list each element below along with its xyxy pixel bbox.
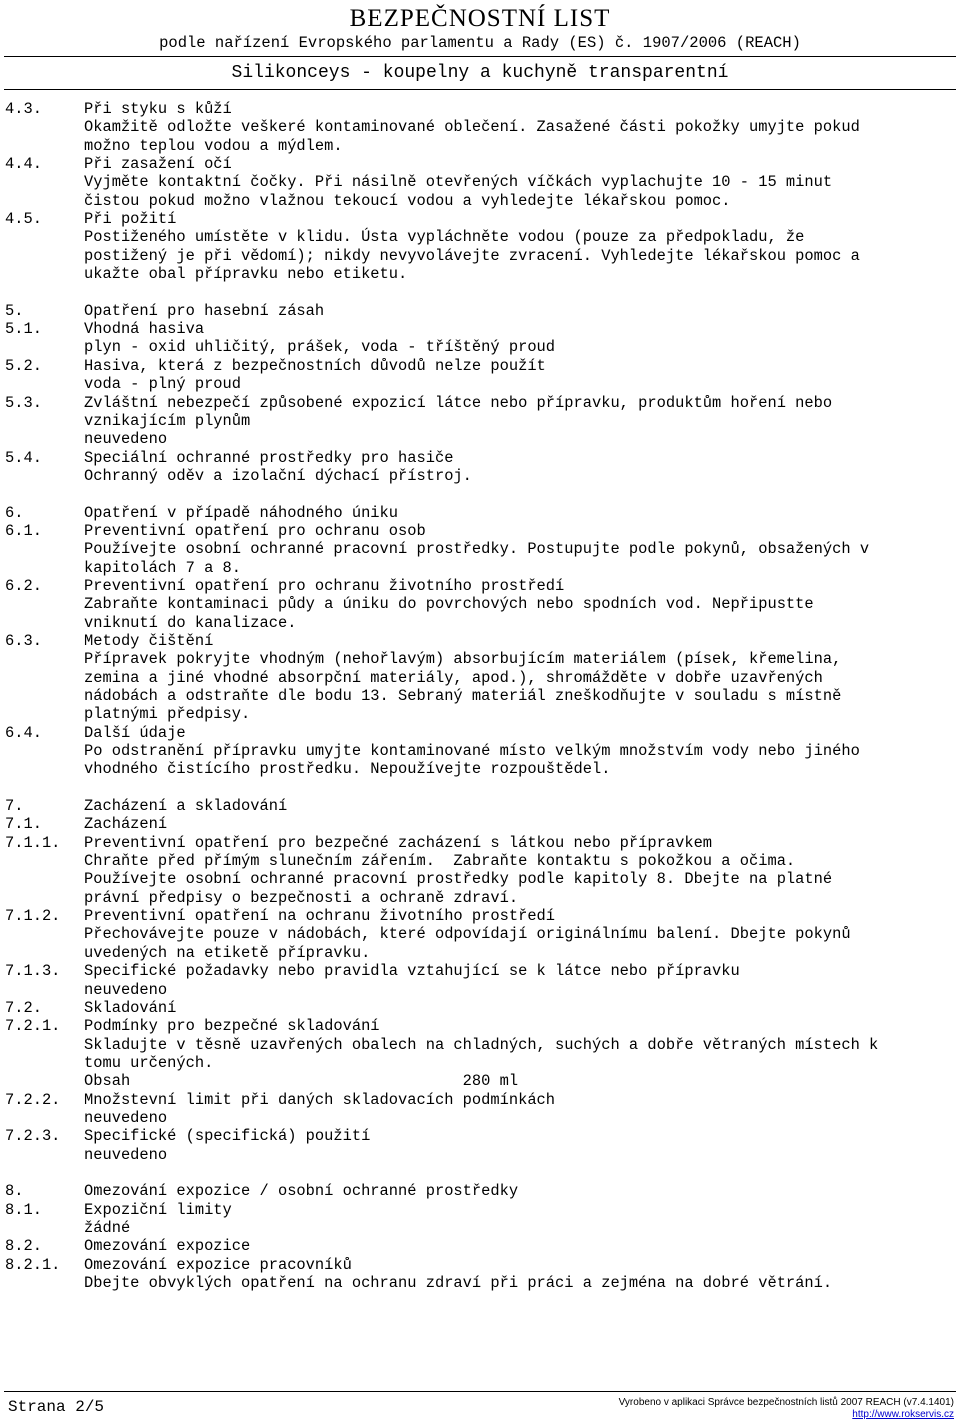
section-title: Při požití: [84, 210, 177, 229]
text-row: [0, 265, 960, 283]
section-text: Používejte osobní ochranné pracovní prostředky podle kapitoly 8. Dbejte na platné: [84, 870, 833, 889]
text-row: [0, 1164, 960, 1182]
section-number: 7.: [5, 797, 24, 816]
section-number: 7.2.1.: [5, 1017, 61, 1036]
section-heading-row: [0, 907, 960, 925]
section-text: Postiženého umístěte v klidu. Ústa vypláchněte vodou (pouze za předpokladu, že: [84, 228, 805, 247]
section-title: Omezování expozice: [84, 1237, 251, 1256]
text-row: [0, 540, 960, 558]
text-row: [0, 669, 960, 687]
section-title: Preventivní opatření pro bezpečné zacházení s látkou nebo přípravkem: [84, 833, 713, 852]
section-title: Zacházení a skladování: [84, 797, 288, 816]
text-row: [0, 1054, 960, 1072]
text-row: [0, 1109, 960, 1127]
section-heading-row: [0, 210, 960, 228]
section-title: Při styku s kůží: [84, 100, 232, 118]
section-heading-row: [0, 1017, 960, 1035]
section-text: Skladujte v těsně uzavřených obalech na chladných, suchých a dobře větraných místech k: [84, 1035, 879, 1054]
section-heading-row: [0, 302, 960, 320]
text-row: [0, 705, 960, 723]
section-text: nádobách a odstraňte dle bodu 13. Sebraný materiál zneškodňujte v souladu s místně: [84, 687, 842, 705]
section-text: plyn - oxid uhličitý, prášek, voda - tříštěný proud: [84, 338, 556, 357]
section-text: [84, 283, 954, 301]
text-row: [0, 1274, 960, 1292]
text-row: [0, 228, 960, 246]
section-number: 5.: [5, 301, 24, 320]
text-row: [0, 614, 960, 632]
section-text: [84, 485, 954, 503]
section-title: Další údaje: [84, 723, 186, 742]
section-title: Opatření v případě náhodného úniku: [84, 503, 399, 522]
section-number: 6.: [5, 503, 24, 522]
product-name: Silikonceys - koupelny a kuchyně transparentní: [231, 63, 729, 83]
generator-text: Vyrobeno v aplikaci Správce bezpečnostních listů 2007 REACH (v7.4.1401): [618, 1397, 954, 1408]
section-text: [84, 1164, 954, 1182]
text-row: [0, 925, 960, 943]
section-text: neuvedeno: [84, 1108, 168, 1127]
section-text: Po odstranění přípravku umyjte kontaminované místo velkým množstvím vody nebo jiného: [84, 742, 860, 761]
section-text: vniknutí do kanalizace.: [84, 613, 297, 632]
section-heading-row: [0, 797, 960, 815]
text-row: [0, 944, 960, 962]
section-title: Expoziční limity: [84, 1200, 232, 1219]
text-row: [0, 430, 960, 448]
text-row: [0, 485, 960, 503]
generator-note: [619, 1397, 954, 1421]
text-row: [0, 283, 960, 301]
section-heading-row: [0, 1256, 960, 1274]
section-text: Ochranný oděv a izolační dýchací přístroj.: [84, 466, 472, 485]
text-row: [0, 889, 960, 907]
section-title: Metody čištění: [84, 631, 214, 650]
section-number: 8.: [5, 1182, 24, 1201]
text-row: [0, 595, 960, 613]
section-heading-row: [0, 724, 960, 742]
section-number: 7.1.1.: [5, 833, 61, 852]
section-title: Vhodná hasiva: [84, 320, 205, 339]
section-text: kapitolách 7 a 8.: [84, 558, 242, 577]
section-text: Obsah 280 ml: [84, 1072, 519, 1091]
section-number: 7.1.3.: [5, 962, 61, 981]
section-heading-row: [0, 962, 960, 980]
section-number: 6.4.: [5, 723, 42, 742]
section-text: Dbejte obvyklých opatření na ochranu zdraví při práci a zejména na dobré větrání.: [84, 1274, 833, 1292]
section-number: 8.1.: [5, 1200, 42, 1219]
section-text: platnými předpisy.: [84, 705, 251, 724]
section-title: Množstevní limit při daných skladovacích podmínkách: [84, 1090, 556, 1109]
section-heading-row: [0, 155, 960, 173]
section-number: 6.2.: [5, 576, 42, 595]
section-heading-row: [0, 999, 960, 1017]
section-number: 7.2.3.: [5, 1127, 61, 1146]
section-number: 6.1.: [5, 521, 42, 540]
section-title: Specifické (specifická) použití: [84, 1127, 371, 1146]
section-title: Omezování expozice pracovníků: [84, 1255, 352, 1274]
section-title: Skladování: [84, 998, 177, 1017]
footer-divider: [4, 1391, 956, 1392]
section-text: Chraňte před přímým slunečním zářením. Zabraňte kontaktu s pokožkou a očima.: [84, 852, 796, 871]
section-number: 8.2.1.: [5, 1255, 61, 1274]
section-heading-row: [0, 1237, 960, 1255]
text-row: [0, 118, 960, 136]
section-text: žádné: [84, 1218, 131, 1237]
section-title: Zvláštní nebezpečí způsobené expozicí látce nebo přípravku, produktům hoření nebo: [84, 393, 833, 412]
section-heading-row: [0, 320, 960, 338]
section-heading-row: [0, 449, 960, 467]
section-text: vhodného čistícího prostředku. Nepoužívejte rozpouštědel.: [84, 760, 611, 779]
text-row: [0, 137, 960, 155]
text-row: [0, 173, 960, 191]
section-heading-row: [0, 1091, 960, 1109]
text-row: [0, 467, 960, 485]
text-row: [0, 192, 960, 210]
section-heading-row: [0, 1201, 960, 1219]
text-row: [0, 870, 960, 888]
generator-link[interactable]: http://www.rokservis.cz: [852, 1409, 954, 1420]
document-subtitle: podle nařízení Evropského parlamentu a Rady (ES) č. 1907/2006 (REACH): [159, 34, 801, 52]
document-body: [0, 100, 960, 1292]
section-text: voda - plný proud: [84, 375, 242, 394]
section-heading-row: [0, 504, 960, 522]
section-title: Zacházení: [84, 815, 168, 834]
section-text: neuvedeno: [84, 980, 168, 999]
text-row: [0, 687, 960, 705]
section-title: Preventivní opatření na ochranu životního prostředí: [84, 907, 556, 926]
section-text: neuvedeno: [84, 1145, 168, 1164]
section-title: Podmínky pro bezpečné skladování: [84, 1017, 380, 1036]
section-number: 7.2.: [5, 998, 42, 1017]
text-row: [0, 1072, 960, 1090]
section-text: ukažte obal přípravku nebo etiketu.: [84, 265, 408, 284]
section-title: Opatření pro hasební zásah: [84, 301, 325, 320]
page-number: Strana 2/5: [8, 1398, 105, 1416]
section-heading-row: [0, 1182, 960, 1200]
section-heading-row: [0, 577, 960, 595]
text-row: [0, 338, 960, 356]
section-number: 5.3.: [5, 393, 42, 412]
section-number: 4.5.: [5, 210, 42, 229]
section-text: Přípravek pokryjte vhodným (nehořlavým) absorbujícím materiálem (písek, křemelina,: [84, 650, 842, 669]
section-heading-row: [0, 815, 960, 833]
section-heading-row: [0, 100, 960, 118]
section-text: postižený je při vědomí); nikdy nevyvolávejte zvracení. Vyhledejte lékařskou pomoc a: [84, 246, 860, 265]
section-title: Speciální ochranné prostředky pro hasiče: [84, 448, 454, 467]
section-number: 4.3.: [5, 100, 42, 118]
text-row: [0, 760, 960, 778]
section-text: čistou pokud možno vlažnou tekoucí vodou a vyhledejte lékařskou pomoc.: [84, 191, 731, 210]
section-text: uvedených na etiketě přípravku.: [84, 943, 371, 962]
section-title: Specifické požadavky nebo pravidla vztahující se k látce nebo přípravku: [84, 962, 740, 981]
text-row: [0, 1036, 960, 1054]
section-number: 7.1.2.: [5, 907, 61, 926]
section-text: vznikajícím plynům: [84, 411, 251, 430]
text-row: [0, 1146, 960, 1164]
section-text: Používejte osobní ochranné pracovní prostředky. Postupujte podle pokynů, obsažených v: [84, 540, 870, 559]
section-heading-row: [0, 834, 960, 852]
header-divider: [4, 56, 956, 57]
section-title: Hasiva, která z bezpečnostních důvodů nelze použít: [84, 356, 546, 375]
section-text: možno teplou vodou a mýdlem.: [84, 136, 343, 155]
text-row: [0, 650, 960, 668]
section-text: [84, 779, 954, 797]
section-number: 7.1.: [5, 815, 42, 834]
text-row: [0, 981, 960, 999]
section-title: Omezování expozice / osobní ochranné prostředky: [84, 1182, 519, 1201]
section-number: 4.4.: [5, 155, 42, 174]
section-number: 8.2.: [5, 1237, 42, 1256]
section-number: 5.2.: [5, 356, 42, 375]
text-row: [0, 742, 960, 760]
header-divider: [4, 89, 956, 90]
section-heading-row: [0, 522, 960, 540]
section-title: Při zasažení očí: [84, 155, 232, 174]
text-row: [0, 852, 960, 870]
section-number: 6.3.: [5, 631, 42, 650]
section-heading-row: [0, 357, 960, 375]
section-text: zemina a jiné vhodné absorpční materiály, apod.), shromážděte v dobře uzavřených: [84, 668, 823, 687]
text-row: [0, 375, 960, 393]
text-row: [0, 559, 960, 577]
section-title: Preventivní opatření pro ochranu osob: [84, 521, 426, 540]
text-row: [0, 1219, 960, 1237]
section-text: Zabraňte kontaminaci půdy a úniku do povrchových nebo spodních vod. Nepřipustte: [84, 595, 814, 614]
text-row: [0, 412, 960, 430]
section-text: právní předpisy o bezpečnosti a ochraně zdraví.: [84, 888, 519, 907]
section-text: Vyjměte kontaktní čočky. Při násilně otevřených víčkách vyplachujte 10 - 15 minut: [84, 173, 833, 192]
section-number: 5.4.: [5, 448, 42, 467]
section-text: Okamžitě odložte veškeré kontaminované oblečení. Zasažené části pokožky umyjte pokud: [84, 118, 860, 137]
text-row: [0, 247, 960, 265]
document-title: BEZPEČNOSTNÍ LIST: [349, 5, 611, 32]
text-row: [0, 779, 960, 797]
section-text: neuvedeno: [84, 430, 168, 449]
section-heading-row: [0, 632, 960, 650]
section-number: 5.1.: [5, 320, 42, 339]
section-heading-row: [0, 394, 960, 412]
section-title: Preventivní opatření pro ochranu životního prostředí: [84, 576, 565, 595]
section-number: 7.2.2.: [5, 1090, 61, 1109]
section-text: Přechovávejte pouze v nádobách, které odpovídají originálnímu balení. Dbejte pokynů: [84, 925, 851, 944]
section-heading-row: [0, 1127, 960, 1145]
section-text: tomu určených.: [84, 1053, 214, 1072]
